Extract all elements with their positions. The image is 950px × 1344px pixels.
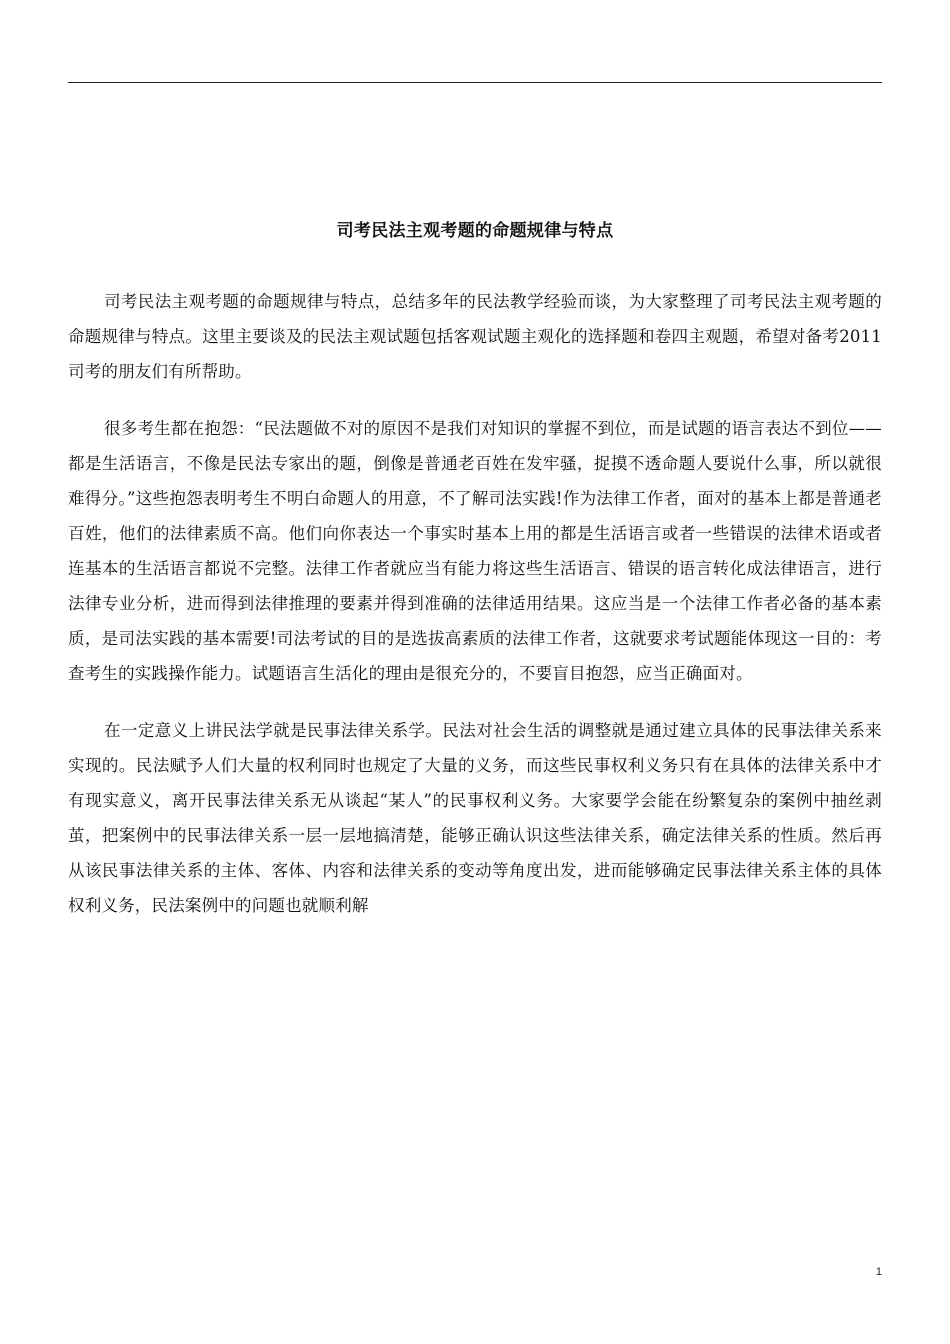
document-body	[68, 284, 882, 945]
header-rule	[68, 82, 882, 83]
paragraph-legal-relations: 在一定意义上讲民法学就是民事法律关系学。民法对社会生活的调整就是通过建立具体的民事法律关系来实现的。民法赋予人们大量的权利同时也规定了大量的义务，而这些民事权利义务只有在具体的法律关系中才有现实意义，离开民事法律关系无从谈起“某人”的民事权利义务。大家要学会能在纷繁复杂的案例中抽丝剥茧，把案例中的民事法律关系一层一层地搞清楚，能够正确认识这些法律关系，确定法律关系的性质。然后再从该民事法律关系的主体、客体、内容和法律关系的变动等角度出发，进而能够确定民事法律关系主体的具体权利义务，民法案例中的问题也就顺利解	[68, 721, 882, 915]
paragraph-intro: 司考民法主观考题的命题规律与特点，总结多年的民法教学经验而谈，为大家整理了司考民法主观考题的命题规律与特点。这里主要谈及的民法主观试题包括客观试题主观化的选择题和卷四主观题，希望对备考2011司考的朋友们有所帮助。	[68, 292, 882, 381]
document-title: 司考民法主观考题的命题规律与特点	[336, 221, 614, 241]
page-number: 1	[875, 1266, 882, 1278]
paragraph-complaints: 很多考生都在抱怨：“民法题做不对的原因不是我们对知识的掌握不到位，而是试题的语言表达不到位——都是生活语言，不像是民法专家出的题，倒像是普通老百姓在发牢骚，捉摸不透命题人要说什么事，所以就很难得分。”这些抱怨表明考生不明白命题人的用意，不了解司法实践!作为法律工作者，面对的基本上都是普通老百姓，他们的法律素质不高。他们向你表达一个事实时基本上用的都是生活语言或者一些错误的法律术语或者连基本的生活语言都说不完整。法律工作者就应当有能力将这些生活语言、错误的语言转化成法律语言，进行法律专业分析，进而得到法律推理的要素并得到准确的法律适用结果。这应当是一个法律工作者必备的基本素质，是司法实践的基本需要!司法考试的目的是选拔高素质的法律工作者，这就要求考试题能体现这一目的：考查考生的实践操作能力。试题语言生活化的理由是很充分的，不要盲目抱怨，应当正确面对。	[68, 419, 882, 683]
